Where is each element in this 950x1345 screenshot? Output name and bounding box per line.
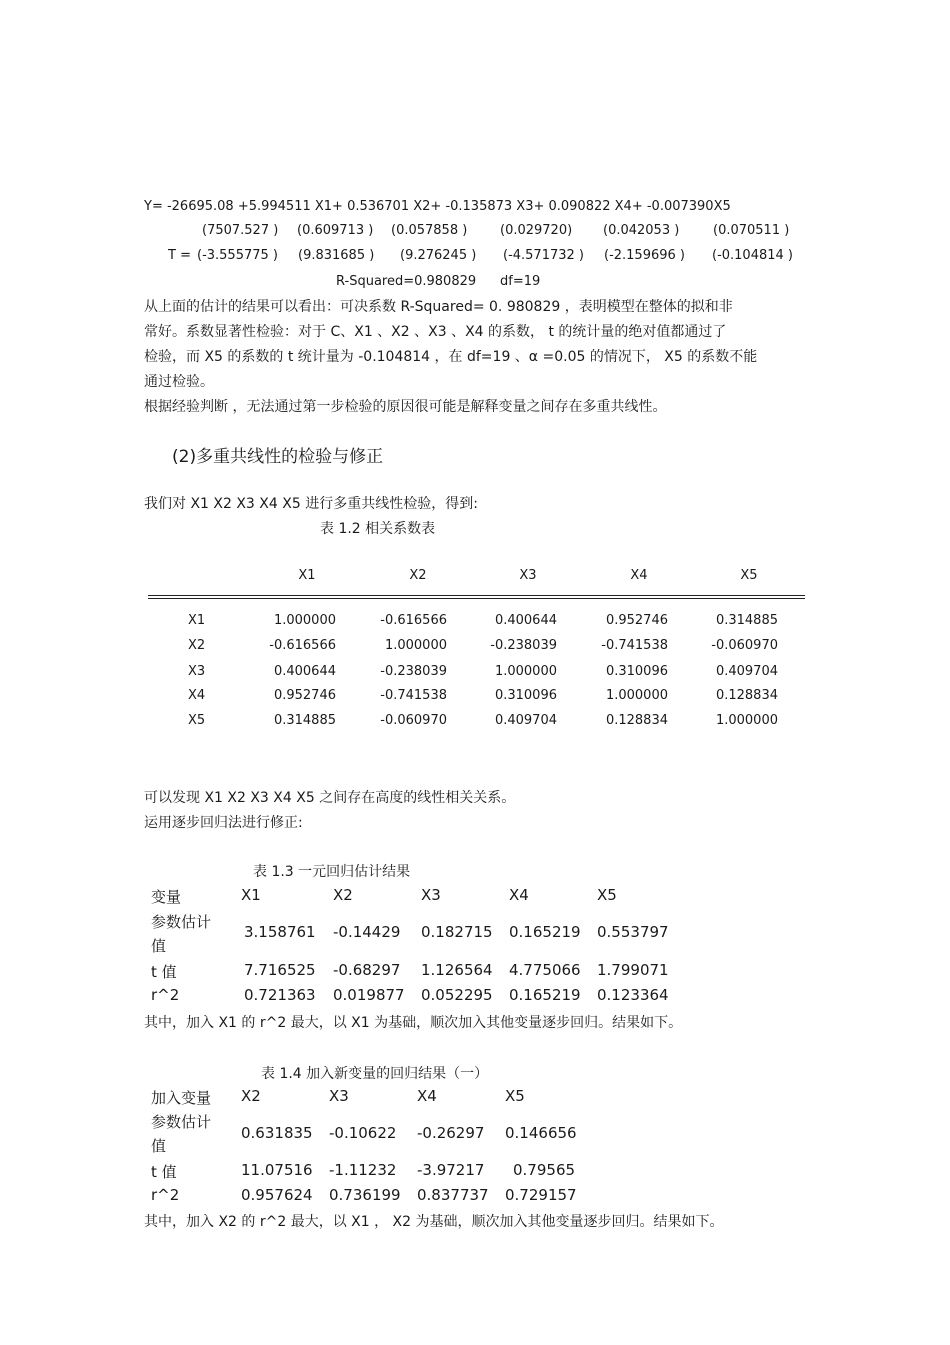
row-label: 参数估计 — [151, 1113, 212, 1131]
table-header: X3 — [329, 1087, 349, 1105]
table-header: 变量 — [151, 888, 182, 906]
table-cell: 0.128834 — [605, 713, 668, 728]
paragraph-line: 从上面的估计的结果可以看出：可决系数 R-Squared= 0. 980829 ，表明模型在整体的拟和非 — [144, 299, 733, 315]
table-cell: 1.000000 — [384, 638, 447, 653]
t-stat-value: (9.276245 ) — [400, 248, 477, 263]
table-cell: 1.126564 — [421, 961, 493, 979]
se-value: (0.070511 ) — [713, 223, 790, 238]
table-header: X3 — [519, 568, 537, 583]
table-cell: 1.000000 — [273, 613, 336, 628]
paragraph-line: 我们对 X1 X2 X3 X4 X5 进行多重共线性检验，得到: — [144, 496, 478, 512]
row-label: X2 — [188, 638, 206, 653]
table-header: X5 — [740, 568, 758, 583]
row-label: X1 — [188, 613, 206, 628]
table-cell: 0.310096 — [494, 688, 557, 703]
table-cell: -0.616566 — [269, 638, 336, 653]
table-cell: -1.11232 — [329, 1161, 397, 1179]
table-cell: 0.736199 — [329, 1186, 401, 1204]
paragraph-line: 检验，而 X5 的系数的 t 统计量为 -0.104814 ，在 df=19 、α =0.05 的情况下， X5 的系数不能 — [144, 349, 758, 365]
t-stat-value: (-4.571732 ) — [503, 248, 584, 263]
table-rule — [148, 598, 805, 599]
degrees-of-freedom: df=19 — [500, 274, 541, 289]
row-label: X5 — [188, 713, 206, 728]
table-header: 加入变量 — [151, 1089, 212, 1107]
table-cell: -0.10622 — [329, 1124, 397, 1142]
table-header: X4 — [630, 568, 648, 583]
table-cell: 0.957624 — [241, 1186, 313, 1204]
table-cell: 4.775066 — [509, 961, 581, 979]
se-value: (7507.527 ) — [202, 223, 279, 238]
row-label: 参数估计 — [151, 913, 212, 931]
se-value: (0.609713 ) — [297, 223, 374, 238]
table-cell: 0.123364 — [597, 986, 669, 1004]
table-header: X5 — [597, 886, 617, 904]
paragraph-line: 常好。系数显著性检验：对于 C、X1 、X2 、X3 、X4 的系数， t 的统计量的绝对值都通过了 — [144, 324, 727, 340]
table-cell: 0.952746 — [605, 613, 668, 628]
table-cell: 0.837737 — [417, 1186, 489, 1204]
table-cell: 0.631835 — [241, 1124, 313, 1142]
r-squared: R-Squared=0.980829 — [336, 274, 477, 289]
table-cell: 1.000000 — [605, 688, 668, 703]
table-cell: 0.052295 — [421, 986, 493, 1004]
table-header: X1 — [241, 886, 261, 904]
table-cell: 11.07516 — [241, 1161, 313, 1179]
table-cell: 0.314885 — [715, 613, 778, 628]
table-cell: 0.019877 — [333, 986, 405, 1004]
row-label: X4 — [188, 688, 206, 703]
se-value: (0.057858 ) — [391, 223, 468, 238]
table-cell: 0.952746 — [273, 688, 336, 703]
paragraph-line: 其中，加入 X2 的 r^2 最大，以 X1 ， X2 为基础，顺次加入其他变量逐步回归。结果如下。 — [144, 1214, 724, 1230]
table-cell: -3.97217 — [417, 1161, 485, 1179]
table-cell: -0.26297 — [417, 1124, 485, 1142]
t-label: T = — [168, 248, 191, 263]
paragraph-line: 根据经验判断 ，无法通过第一步检验的原因很可能是解释变量之间存在多重共线性。 — [144, 399, 667, 415]
table-cell: 0.400644 — [494, 613, 557, 628]
table-cell: 1.799071 — [597, 961, 669, 979]
row-label: 值 — [151, 1137, 167, 1155]
table-cell: 0.310096 — [605, 664, 668, 679]
table-header: X2 — [333, 886, 353, 904]
table-header: X3 — [421, 886, 441, 904]
table-cell: 0.409704 — [715, 664, 778, 679]
table-cell: -0.741538 — [380, 688, 447, 703]
section-heading: (2)多重共线性的检验与修正 — [172, 447, 384, 467]
table-cell: 3.158761 — [244, 923, 316, 941]
table-cell: 0.182715 — [421, 923, 493, 941]
table-cell: 0.553797 — [597, 923, 669, 941]
row-label: 值 — [151, 937, 167, 955]
table-cell: 0.409704 — [494, 713, 557, 728]
row-label: r^2 — [151, 986, 180, 1004]
table-cell: 0.165219 — [509, 923, 581, 941]
regression-equation: Y= -26695.08 +5.994511 X1+ 0.536701 X2+ -0.135873 X3+ 0.090822 X4+ -0.007390X5 — [144, 199, 731, 214]
table-cell: -0.238039 — [490, 638, 557, 653]
table-caption: 表 1.3 一元回归估计结果 — [253, 864, 411, 880]
table-cell: 1.000000 — [715, 713, 778, 728]
row-label: t 值 — [151, 1163, 177, 1181]
t-stat-value: (-3.555775 ) — [197, 248, 278, 263]
table-caption: 表 1.4 加入新变量的回归结果（一） — [261, 1066, 489, 1082]
t-stat-value: (9.831685 ) — [298, 248, 375, 263]
table-cell: -0.14429 — [333, 923, 401, 941]
table-cell: 0.400644 — [273, 664, 336, 679]
row-label: r^2 — [151, 1186, 180, 1204]
table-cell: 0.165219 — [509, 986, 581, 1004]
row-label: t 值 — [151, 963, 177, 981]
table-cell: -0.060970 — [711, 638, 778, 653]
table-cell: -0.741538 — [601, 638, 668, 653]
table-cell: 0.79565 — [513, 1161, 576, 1179]
table-cell: -0.616566 — [380, 613, 447, 628]
table-header: X2 — [409, 568, 427, 583]
table-cell: 0.146656 — [505, 1124, 577, 1142]
paragraph-line: 可以发现 X1 X2 X3 X4 X5 之间存在高度的线性相关关系。 — [144, 790, 516, 806]
table-cell: 1.000000 — [494, 664, 557, 679]
table-cell: -0.060970 — [380, 713, 447, 728]
table-header: X5 — [505, 1087, 525, 1105]
table-cell: 0.729157 — [505, 1186, 577, 1204]
paragraph-line: 运用逐步回归法进行修正: — [144, 815, 303, 831]
table-caption: 表 1.2 相关系数表 — [320, 521, 436, 537]
paragraph-line: 其中，加入 X1 的 r^2 最大，以 X1 为基础，顺次加入其他变量逐步回归。结果如下。 — [144, 1015, 683, 1031]
table-cell: 0.128834 — [715, 688, 778, 703]
table-header: X2 — [241, 1087, 261, 1105]
table-header: X1 — [298, 568, 316, 583]
row-label: X3 — [188, 664, 206, 679]
table-cell: -0.238039 — [380, 664, 447, 679]
table-header: X4 — [417, 1087, 437, 1105]
paragraph-line: 通过检验。 — [144, 374, 214, 390]
table-cell: 0.314885 — [273, 713, 336, 728]
table-header: X4 — [509, 886, 529, 904]
table-cell: 0.721363 — [244, 986, 316, 1004]
se-value: (0.029720) — [500, 223, 573, 238]
table-rule — [148, 595, 805, 596]
table-cell: 7.716525 — [244, 961, 316, 979]
t-stat-value: (-2.159696 ) — [604, 248, 685, 263]
t-stat-value: (-0.104814 ) — [712, 248, 793, 263]
table-cell: -0.68297 — [333, 961, 401, 979]
se-value: (0.042053 ) — [603, 223, 680, 238]
